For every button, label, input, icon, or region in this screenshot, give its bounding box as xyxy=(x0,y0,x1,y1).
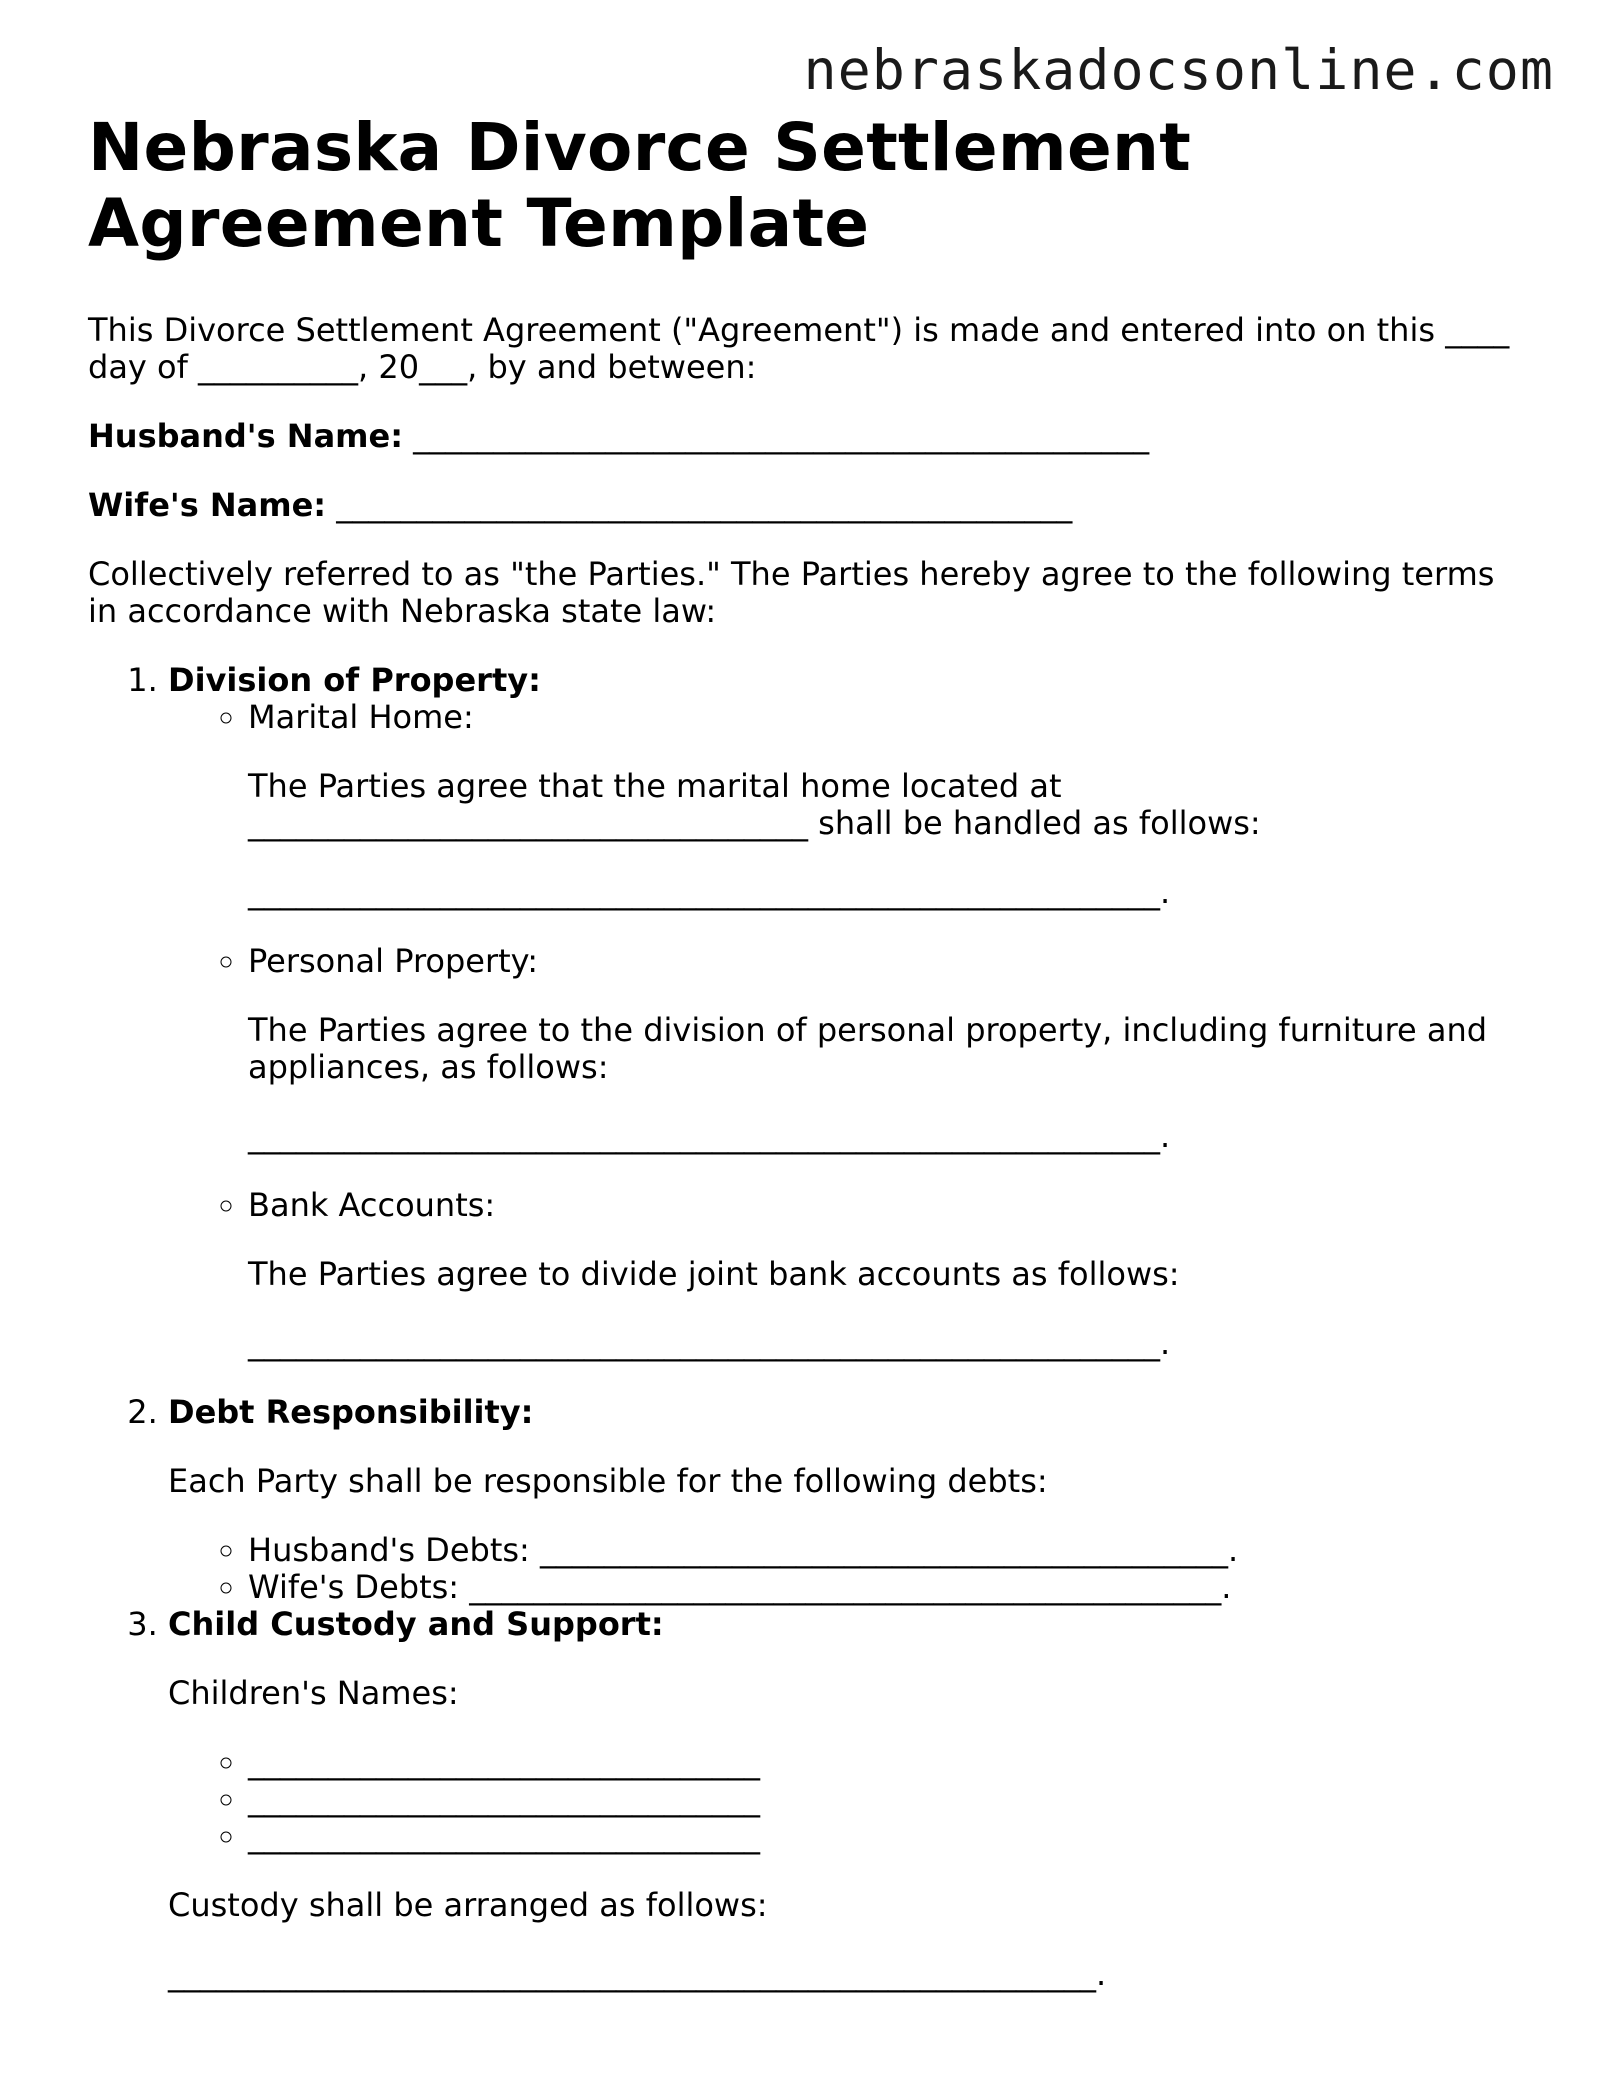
subsection-label: Marital Home: xyxy=(248,698,474,736)
property-subsections xyxy=(168,699,1528,1362)
debt-text: Each Party shall be responsible for the following debts: xyxy=(168,1462,1048,1500)
bank-accounts-text: The Parties agree to divide joint bank accounts as follows: xyxy=(248,1255,1180,1293)
husband-name-line xyxy=(88,418,1528,455)
section-heading: Division of Property: xyxy=(168,661,541,699)
agreement-sections xyxy=(88,662,1528,1993)
collective-paragraph: Collectively referred to as "the Parties." The Parties hereby agree to the following terms in accordance with Nebraska state law: xyxy=(88,555,1495,630)
section-debt-responsibility xyxy=(168,1394,1528,1606)
wife-name-line xyxy=(88,487,1528,524)
child-name-blank[interactable]: ◦ ________________________________ xyxy=(248,1781,1528,1818)
wife-debts-item[interactable]: ◦ Wife's Debts: _______________________________________________. xyxy=(248,1569,1528,1606)
personal-property-blank[interactable]: _________________________________________________________. xyxy=(248,1117,1171,1155)
section-heading: Child Custody and Support: xyxy=(168,1605,664,1643)
husband-name-blank[interactable]: ______________________________________________ xyxy=(413,417,1150,455)
watermark: nebraskadocsonline.com xyxy=(803,38,1554,102)
subsection-marital-home xyxy=(248,699,1528,911)
child-name-blank[interactable]: ◦ ________________________________ xyxy=(248,1818,1528,1855)
husband-name-label: Husband's Name: xyxy=(88,417,403,455)
intro-paragraph: This Divorce Settlement Agreement ("Agreement") is made and entered into on this ____ day of __________, 20___, by and between: xyxy=(88,311,1510,386)
section-heading: Debt Responsibility: xyxy=(168,1393,534,1431)
custody-arrangement-label: Custody shall be arranged as follows: xyxy=(168,1886,768,1924)
personal-property-text: The Parties agree to the division of personal property, including furniture and appliances, as follows: xyxy=(248,1011,1488,1086)
wife-name-label: Wife's Name: xyxy=(88,486,327,524)
debt-list xyxy=(168,1532,1528,1606)
subsection-personal-property xyxy=(248,943,1528,1155)
subsection-bank-accounts xyxy=(248,1187,1528,1362)
custody-arrangement-blank[interactable]: __________________________________________________________. xyxy=(168,1955,1107,1993)
husband-debts-item[interactable]: ◦ Husband's Debts: ___________________________________________. xyxy=(248,1532,1528,1569)
marital-home-blank[interactable]: _________________________________________________________. xyxy=(248,873,1171,911)
section-division-of-property xyxy=(168,662,1528,1362)
wife-name-blank[interactable]: ______________________________________________ xyxy=(336,486,1073,524)
page-title: Nebraska Divorce Settlement Agreement Template xyxy=(88,109,1192,262)
children-list xyxy=(168,1744,1528,1855)
child-name-blank[interactable]: ◦ ________________________________ xyxy=(248,1744,1528,1781)
bank-accounts-blank[interactable]: _________________________________________________________. xyxy=(248,1324,1171,1362)
subsection-label: Bank Accounts: xyxy=(248,1186,496,1224)
document-body xyxy=(88,110,1528,2025)
subsection-label: Personal Property: xyxy=(248,942,539,980)
children-names-label: Children's Names: xyxy=(168,1674,459,1712)
marital-home-text: The Parties agree that the marital home located at ___________________________________ shall be handled as follows: xyxy=(248,767,1261,842)
section-child-custody xyxy=(168,1606,1528,1993)
